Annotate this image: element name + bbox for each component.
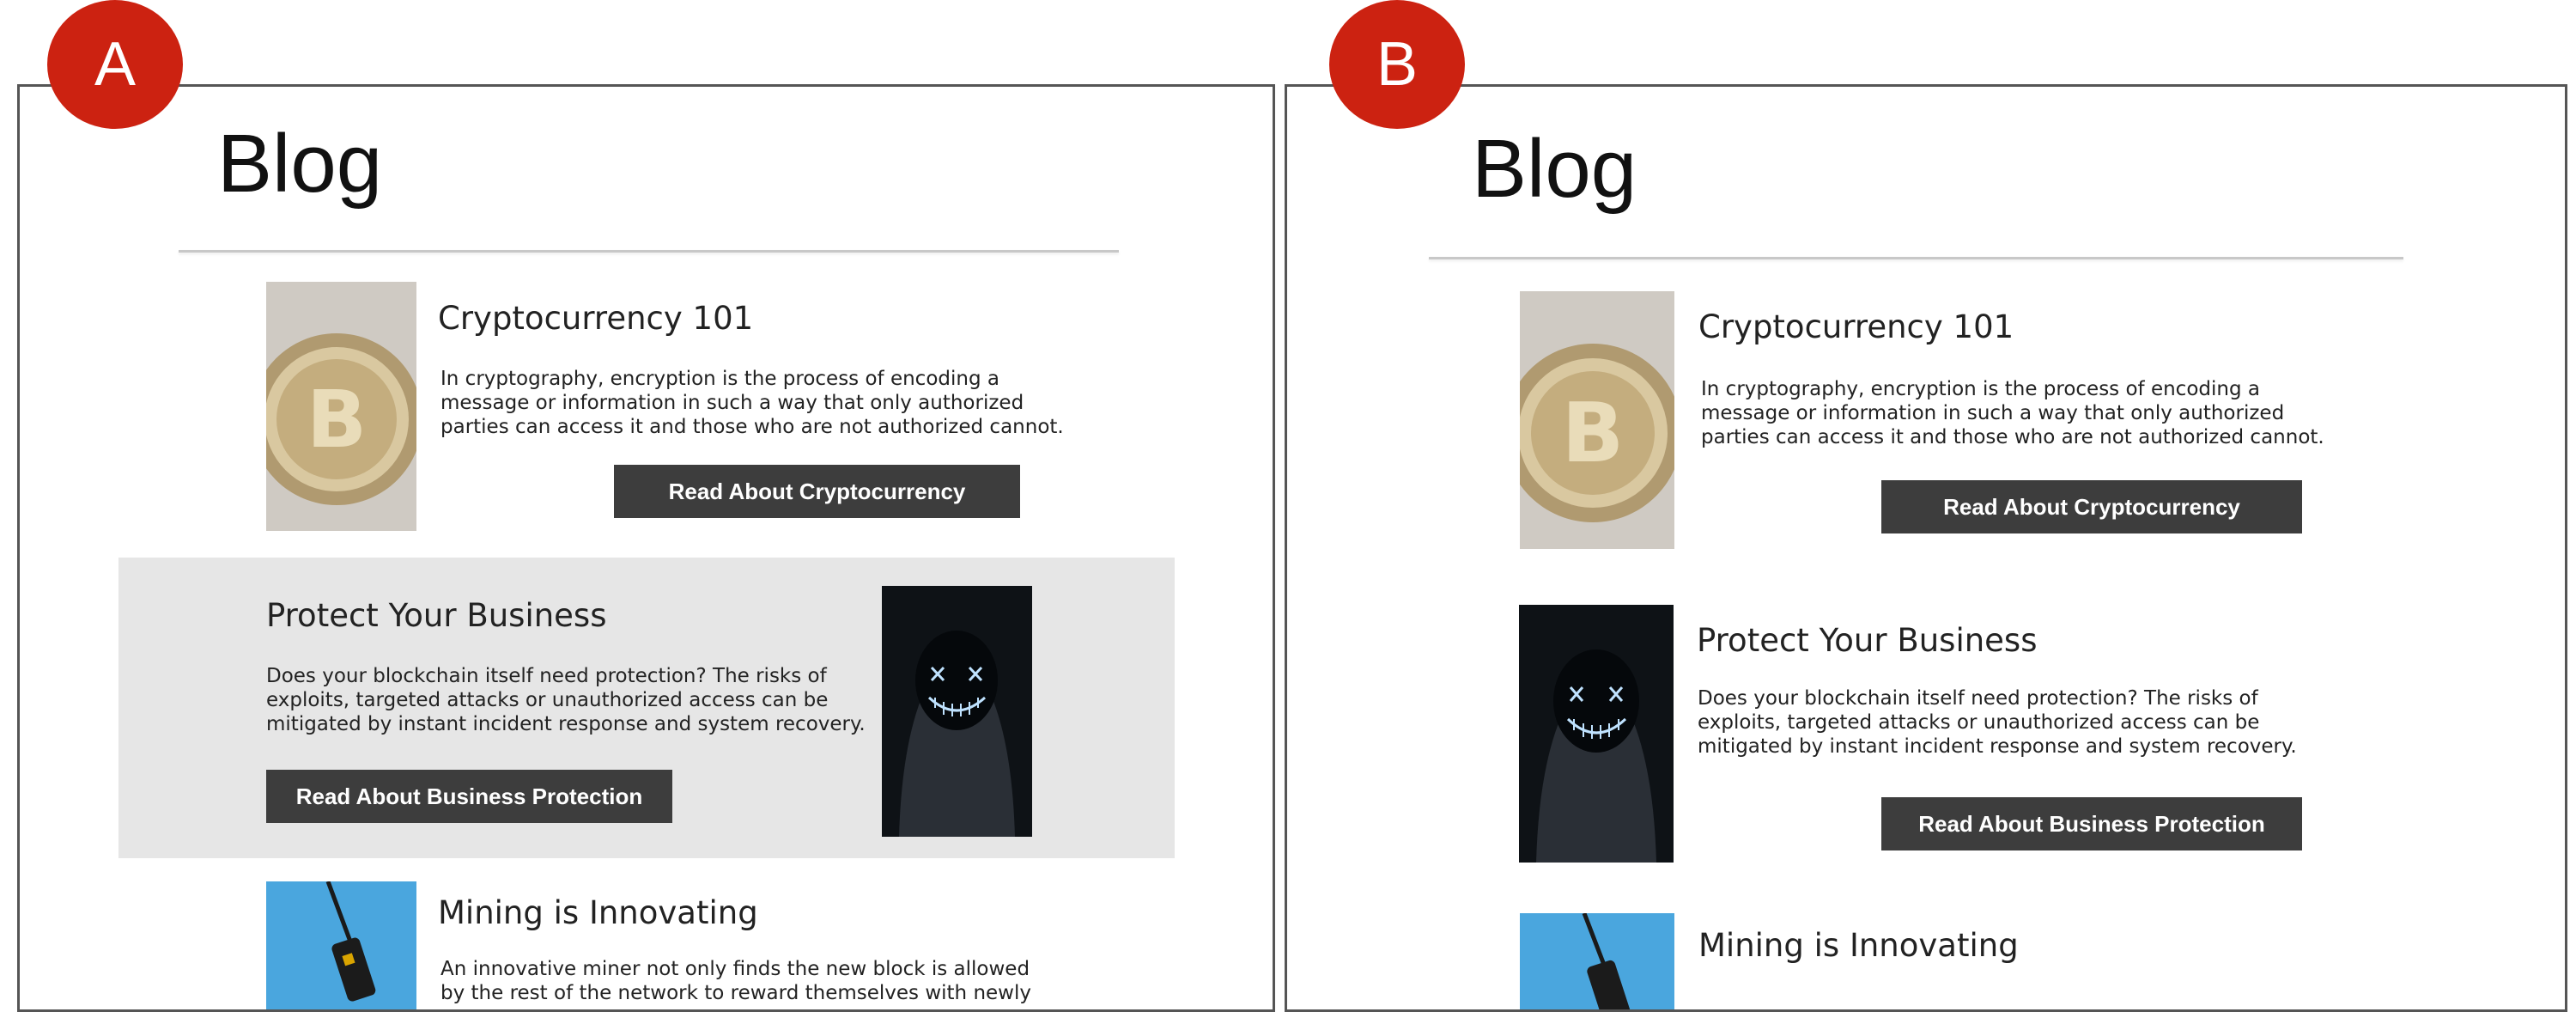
- post-body-line: Does your blockchain itself need protection? The risks of: [1698, 687, 2258, 710]
- page-title: Blog: [217, 118, 383, 210]
- bitcoin-coin-image: [1520, 291, 1674, 549]
- post-body-line: mitigated by instant incident response and system recovery.: [266, 713, 866, 735]
- read-business-protection-button[interactable]: Read About Business Protection: [266, 770, 672, 823]
- post-body-line: In cryptography, encryption is the process of encoding a: [440, 368, 999, 390]
- svg-text:B: B: [306, 374, 368, 466]
- post-body: [1698, 686, 2297, 759]
- variant-a-panel: [17, 84, 1275, 1012]
- post-body-line: In cryptography, encryption is the process of encoding a: [1701, 378, 2260, 400]
- post-title: Cryptocurrency 101: [1698, 308, 2014, 345]
- post-body-line: message or information in such a way that only authorized: [440, 392, 1024, 414]
- post-body-line: by the rest of the network to reward themselves with newly: [440, 982, 1031, 1004]
- post-body-line: An innovative miner not only finds the new block is allowed: [440, 958, 1030, 980]
- svg-text:B: B: [1561, 387, 1625, 481]
- post-body-line: parties can access it and those who are not authorized cannot.: [440, 416, 1064, 438]
- title-divider: [1429, 257, 2403, 259]
- hooded-masked-figure-image: [1519, 605, 1674, 863]
- post-title: Mining is Innovating: [438, 894, 758, 931]
- mining-device-image: [1520, 913, 1674, 1012]
- post-body-line: exploits, targeted attacks or unauthorized access can be: [1698, 711, 2260, 734]
- post-body: [440, 957, 1031, 1005]
- read-business-protection-button[interactable]: Read About Business Protection: [1881, 797, 2302, 850]
- variant-a-badge: A: [47, 0, 183, 129]
- mining-device-image: [266, 881, 416, 1012]
- page-title: Blog: [1472, 123, 1637, 215]
- post-body-line: message or information in such a way that only authorized: [1701, 402, 2285, 424]
- post-title: Protect Your Business: [1697, 622, 2038, 659]
- post-body-line: Does your blockchain itself need protection? The risks of: [266, 665, 827, 687]
- post-body-line: parties can access it and those who are not authorized cannot.: [1701, 426, 2324, 448]
- hooded-masked-figure-image: [882, 586, 1032, 837]
- bitcoin-coin-image: [266, 282, 416, 531]
- post-body: [440, 367, 1064, 439]
- post-title: Cryptocurrency 101: [438, 300, 754, 337]
- read-cryptocurrency-button[interactable]: Read About Cryptocurrency: [614, 465, 1020, 518]
- post-title: Protect Your Business: [266, 597, 607, 634]
- read-cryptocurrency-button[interactable]: Read About Cryptocurrency: [1881, 480, 2302, 533]
- post-body-line: exploits, targeted attacks or unauthorized access can be: [266, 689, 829, 711]
- variant-b-panel: [1285, 84, 2567, 1012]
- post-body: [266, 664, 866, 736]
- variant-b-badge: B: [1329, 0, 1465, 129]
- post-body: [1701, 377, 2324, 449]
- title-divider: [179, 250, 1119, 253]
- post-title: Mining is Innovating: [1698, 927, 2019, 964]
- post-body-line: mitigated by instant incident response and system recovery.: [1698, 735, 2297, 758]
